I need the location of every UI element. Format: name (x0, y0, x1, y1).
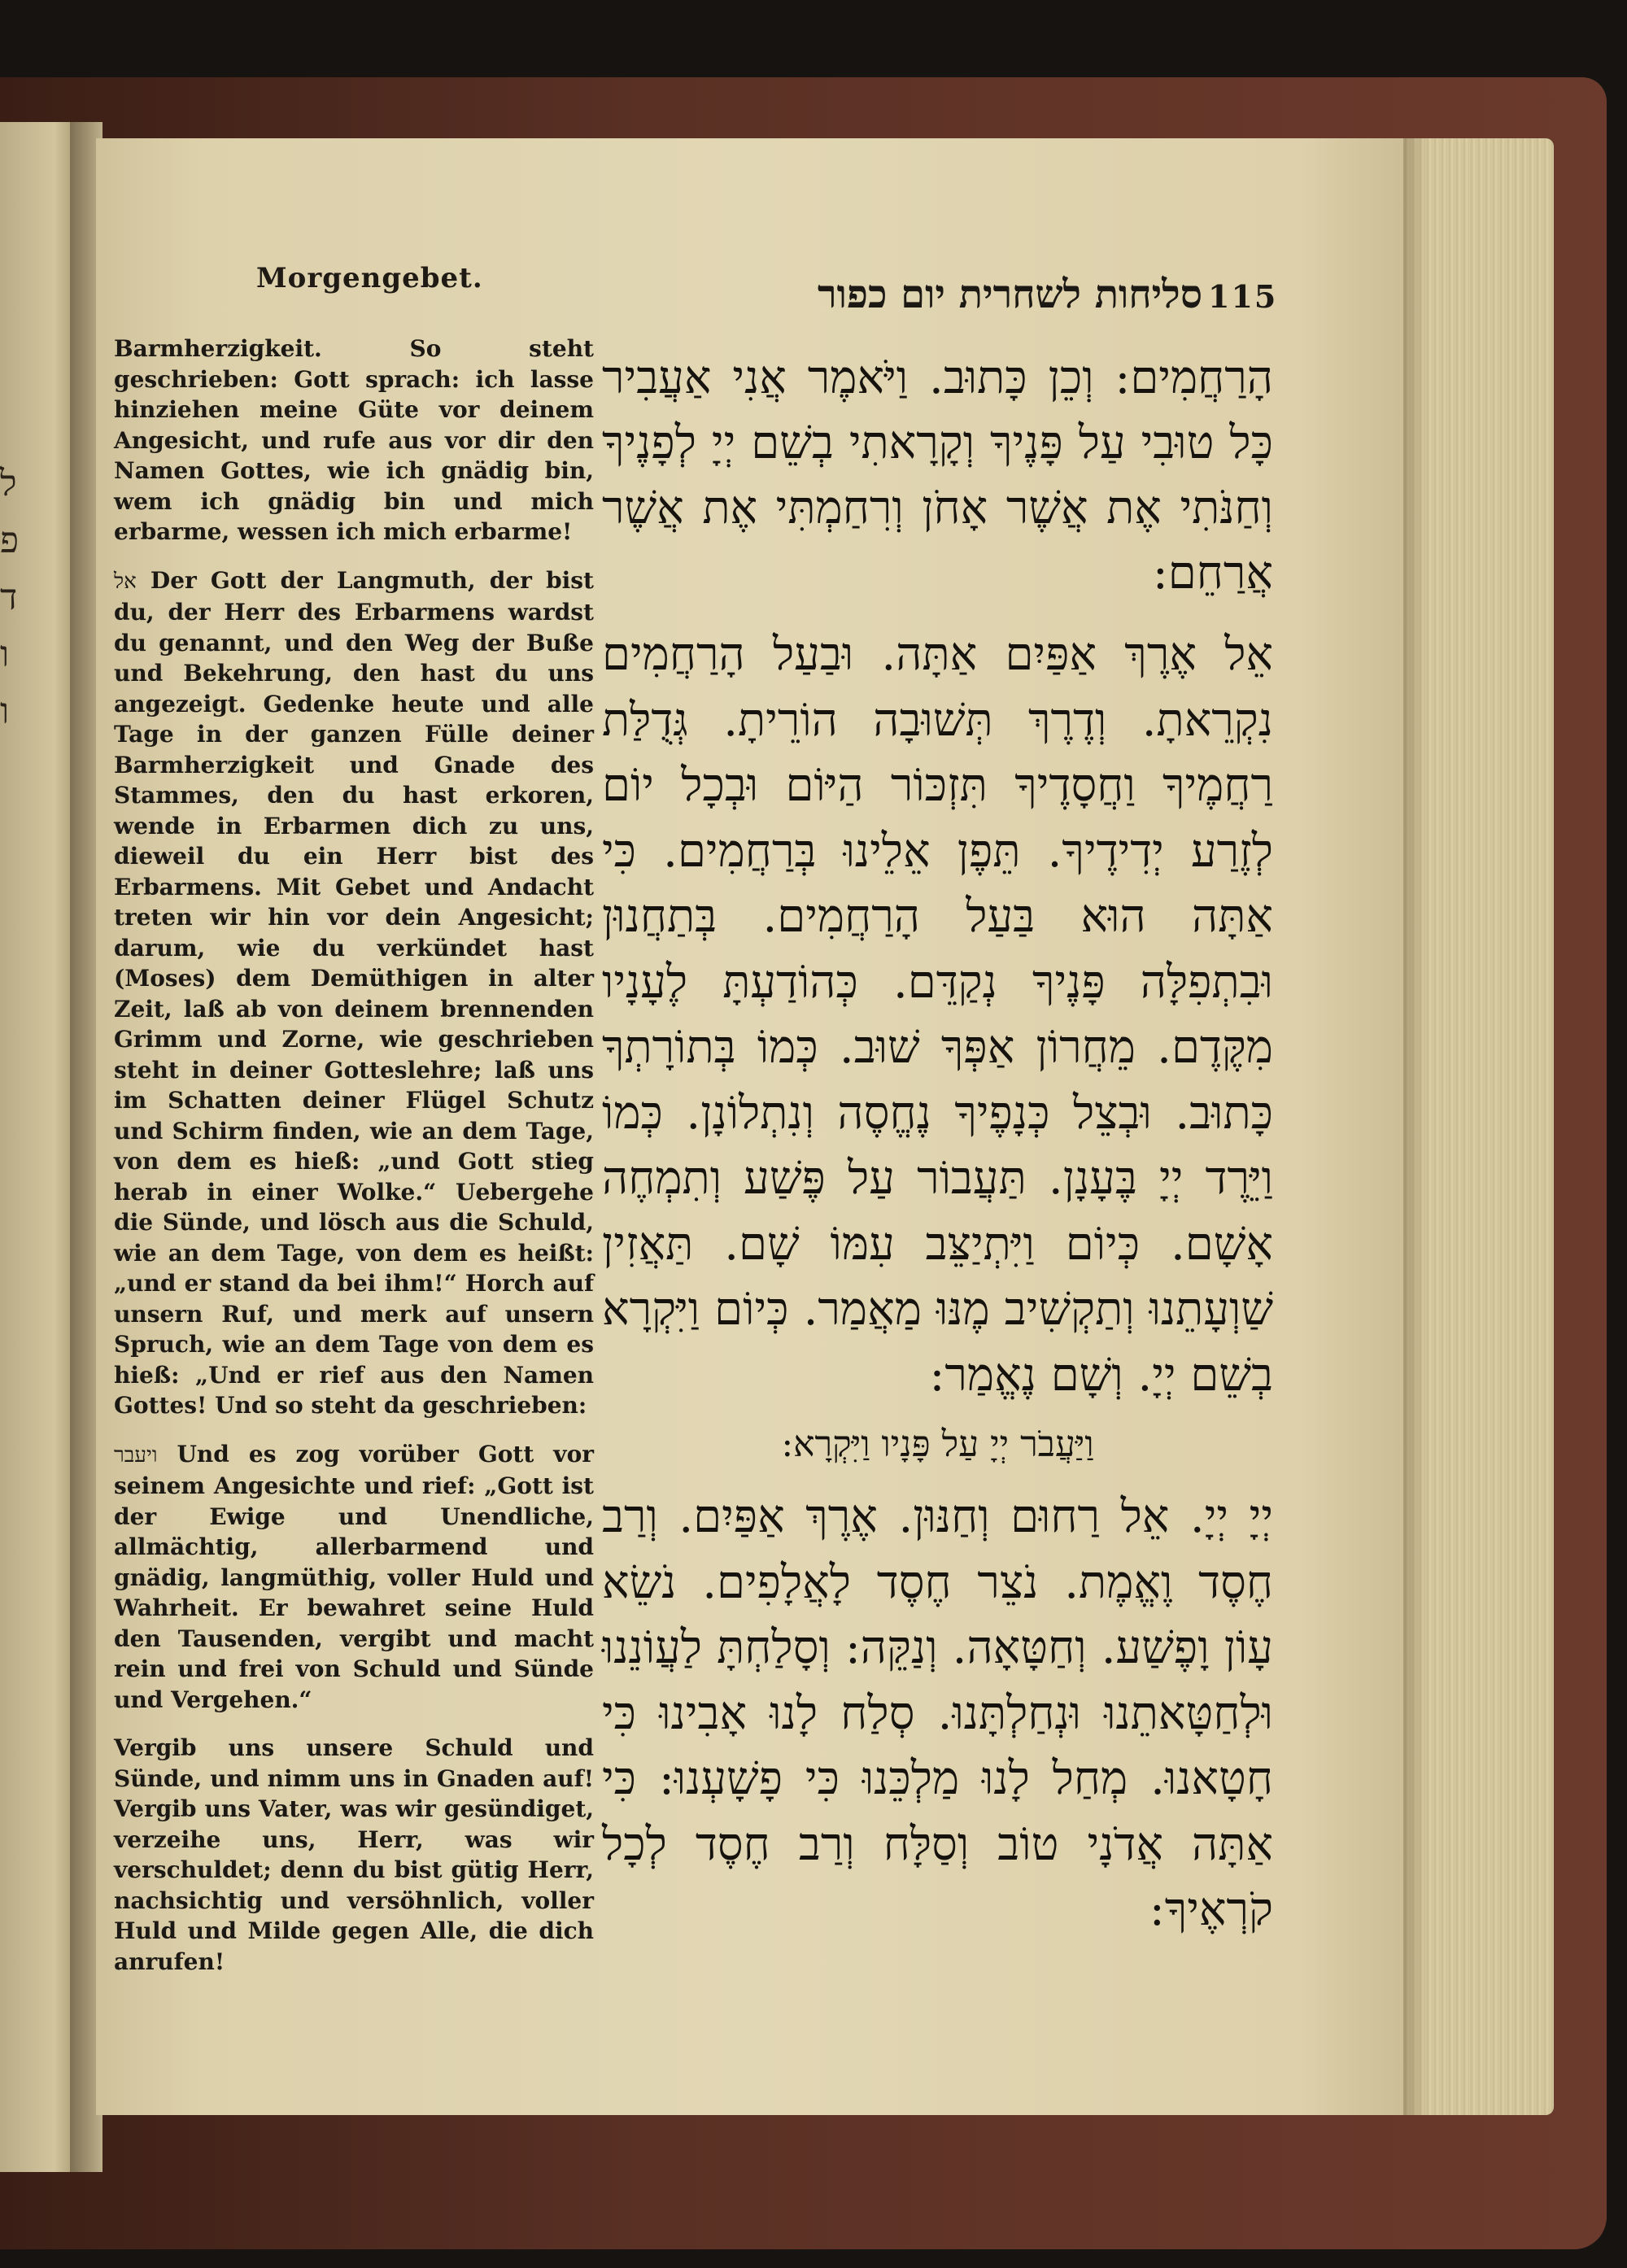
prev-letter: ל (0, 463, 17, 504)
hebrew-paragraph: אֵל אֶרֶךְ אַפַּיִם אַתָּה. וּבַעַל הָרַחֲמִים נִקְרֵאתָ. וְדֶרֶךְ תְּשׁוּבָה הוֹרֵיתָ. גְּדֻלַּת רַחֲמֶיךָ וַחֲסָדֶיךָ תִּזְכּוֹר הַיּוֹם וּבְכָל יוֹם לְזֶרַע יְדִידֶיךָ. תֵּפֶן אֵלֵינוּ בְּרַחֲמִים. כִּי אַתָּה הוּא בַּעַל הָרַחֲמִים. בְּתַחֲנוּן וּבִתְפִלָּה פָּנֶיךָ נְקַדֵּם. כְּהוֹדַעְתָּ לֶעָנָיו מִקֶּדֶם. מֵחֲרוֹן אַפְּךָ שׁוּב. כְּמוֹ בְּתוֹרָתְךָ כָּתוּב. וּבְצֵל כְּנָפֶיךָ נֶחֱסֶה וְנִתְלוֹנָן. כְּמוֹ וַיֵּרֶד יְיָ בֶּעָנָן. תַּעֲבוֹר עַל פֶּשַׁע וְתִמְחֶה אָשָׁם. כְּיוֹם וַיִּתְיַצֵּב עִמּוֹ שָׁם. תַּאֲזִין שַׁוְעָתֵנוּ וְתַקְשִׁיב מֶנּוּ מַאֲמַר. כְּיוֹם וַיִּקְרָא בְשֵׁם יְיָ. וְשָׁם נֶאֱמַר: (602, 628, 1274, 1402)
hebrew-text-column (602, 346, 1273, 1943)
previous-page-edge (0, 122, 77, 2172)
prev-letter: פ (0, 520, 20, 561)
german-paragraph: Barmherzigkeit. So steht geschrieben: Gott sprach: ich lasse hinziehen meine Güte vor deinem Angesicht, und rufe aus vor dir den Namen Gottes, wie ich gnädig bin, wem ich gnädig bin und mich erbarme, wessen ich mich erbarme! (114, 335, 594, 545)
german-paragraph: Vergib uns unsere Schuld und Sünde, und nimm uns in Gnaden auf! Vergib uns Vater, was wir gesündiget, verzeihe uns, Herr, was wir verschuldet; denn du bist gütig Herr, nachsichtig und versöhnlich, voller Huld und Milde gegen Alle, die dich anrufen! (114, 1734, 594, 1975)
german-paragraph (114, 1439, 594, 1716)
german-paragraph-text: Der Gott der Langmuth, der bist du, der Herr des Erbarmens wardst du genannt, und den Weg der Buße und Bekehrung, den hast du uns angezeigt. Gedenke heute und alle Tage in der ganzen Fülle deiner Barmherzigkeit und Gnade des Stammes, den du hast erkoren, wende in Erbarmen dich zu uns, dieweil du ein Herr bist des Erbarmens. Mit Gebet und Andacht treten wir hin vor dein Angesicht; darum, wie du verkündet hast (Moses) dem Demüthigen in alter Zeit, laß ab von deinem brennenden Grimm und Zorne, wie geschrieben steht in deiner Gotteslehre; laß uns im Schatten deiner Flügel Schutz und Schirm finden, wie an dem Tage, von dem es hieß: „und Gott stieg herab in einer Wolke.“ Uebergehe die Sünde, und lösch aus die Schuld, wie an dem Tage, von dem es heißt: „und er stand da bei ihm!“ Horch auf unsern Ruf, und merk auf unsern Spruch, wie an dem Tage von dem es hieß: „Und er rief aus den Namen Gottes! Und so steht da geschrieben: (114, 566, 594, 1419)
german-translation-column (114, 334, 594, 1995)
german-paragraph (114, 565, 594, 1421)
previous-page-letters (0, 456, 33, 740)
prev-letter: ו (0, 634, 10, 675)
hebrew-rubric-line: וַיַּעֲבֹר יְיָ עַל פָּנָיו וַיִּקְרָא: (781, 1424, 1094, 1465)
hebrew-lead-word: אל (114, 569, 137, 594)
page-edges-shadow (1403, 138, 1428, 2115)
hebrew-paragraph: יְיָ יְיָ. אֵל רַחוּם וְחַנּוּן. אֶרֶךְ אַפַּיִם. וְרַב חֶסֶד וֶאֱמֶת. נֹצֵר חֶסֶד לָאֲלָפִים. נֹשֵׂא עָוֹן וָפֶשַׁע. וְחַטָּאָה. וְנַקֵּה: וְסָלַחְתָּ לַעֲוֹנֵנוּ וּלְחַטָּאתֵנוּ וּנְחַלְתָּנוּ. סְלַח לָנוּ אָבִינוּ כִּי חָטָאנוּ. מְחַל לָנוּ מַלְכֵּנוּ כִּי פָשָׁעְנוּ: כִּי אַתָּה אֲדֹנָי טוֹב וְסַלָּח וְרַב חֶסֶד לְכָל קֹרְאֶיךָ: (602, 1490, 1273, 1936)
hebrew-running-header: סליחות לשחרית יום כפור (818, 272, 1202, 317)
hebrew-lead-word: ויעבר (114, 1442, 158, 1468)
prev-letter: ד (0, 577, 18, 618)
prev-letter: ו (0, 691, 10, 732)
german-running-header: Morgengebet. (256, 262, 483, 294)
page-number: 115 (1208, 278, 1278, 315)
german-paragraph-text: Und es zog vorüber Gott vor seinem Angesichte und rief: „Gott ist der Ewige und Unendliche, allmächtig, allerbarmend und gnädig, langmüthig, voller Huld und Wahrheit. Er bewahret seine Huld den Tausenden, vergibt und macht rein und frei von Schuld und Sünde und Vergehen.“ (114, 1440, 594, 1713)
hebrew-paragraph: הָרַחֲמִים: וְכֵן כָּתוּב. וַיֹּאמֶר אֲנִי אַעֲבִיר כָּל טוּבִי עַל פָּנֶיךָ וְקָרָאתִי בְשֵׁם יְיָ לְפָנֶיךָ וְחַנֹּתִי אֶת אֲשֶׁר אָחֹן וְרִחַמְתִּי אֶת אֲשֶׁר אֲרַחֵם: (602, 351, 1273, 600)
